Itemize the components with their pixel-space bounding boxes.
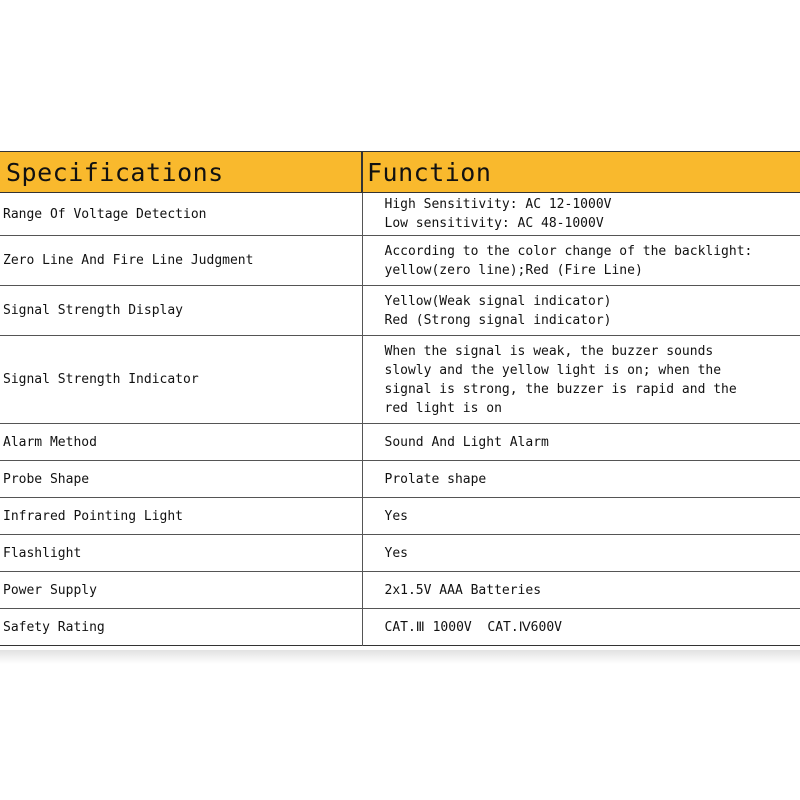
table-row (0, 286, 800, 336)
function-line: Yes (384, 508, 408, 524)
function-cell (362, 424, 800, 461)
table-row (0, 236, 800, 286)
function-cell (362, 286, 800, 336)
function-cell (362, 336, 800, 424)
spec-name-cell: Zero Line And Fire Line Judgment (0, 236, 362, 286)
function-cell (362, 236, 800, 286)
function-line: When the signal is weak, the buzzer sounds (384, 343, 714, 359)
spec-name-cell: Flashlight (0, 535, 362, 572)
table-row (0, 193, 800, 236)
table-row (0, 572, 800, 609)
spec-name-cell: Alarm Method (0, 424, 362, 461)
function-line: slowly and the yellow light is on; when the (384, 362, 722, 378)
function-line: Low sensitivity: AC 48-1000V (384, 216, 604, 231)
spec-name-cell: Signal Strength Display (0, 286, 362, 336)
spec-name-cell: Power Supply (0, 572, 362, 609)
function-line: Prolate shape (384, 471, 487, 487)
function-cell (362, 461, 800, 498)
function-line: red light is on (384, 400, 502, 416)
table-body (0, 193, 800, 646)
function-cell (362, 572, 800, 609)
table-row (0, 461, 800, 498)
spec-name-cell: Safety Rating (3, 619, 105, 635)
function-line: Yes (384, 545, 408, 561)
table-row (0, 498, 800, 535)
function-line: Yellow(Weak signal indicator) (384, 293, 612, 309)
table-header-row (0, 152, 800, 193)
function-line: 2x1.5V AAA Batteries (384, 582, 542, 598)
function-line: Red (Strong signal indicator) (384, 312, 612, 328)
function-cell (362, 193, 800, 236)
function-line: According to the color change of the backlight: (384, 243, 753, 259)
table-row (0, 336, 800, 424)
spec-name-cell: Signal Strength Indicator (0, 336, 362, 424)
spec-name-cell: Probe Shape (0, 461, 362, 498)
specifications-table (0, 151, 800, 646)
function-line: High Sensitivity: AC 12-1000V (384, 197, 612, 212)
spec-name-cell: Infrared Pointing Light (0, 498, 362, 535)
function-line: Sound And Light Alarm (384, 434, 549, 450)
function-cell (362, 609, 800, 646)
function-header: Function (362, 152, 800, 193)
table-row (0, 424, 800, 461)
specifications-header: Specifications (0, 152, 362, 193)
function-line: signal is strong, the buzzer is rapid and the (384, 381, 737, 397)
function-cell (362, 498, 800, 535)
function-line: yellow(zero line);Red (Fire Line) (384, 262, 643, 278)
spec-name-cell: Range Of Voltage Detection (0, 193, 362, 236)
function-line: CAT.Ⅲ 1000V CAT.Ⅳ600V (384, 619, 562, 635)
table-row (0, 609, 800, 646)
page-bottom-shadow (0, 650, 800, 664)
table-row (0, 535, 800, 572)
function-cell (362, 535, 800, 572)
